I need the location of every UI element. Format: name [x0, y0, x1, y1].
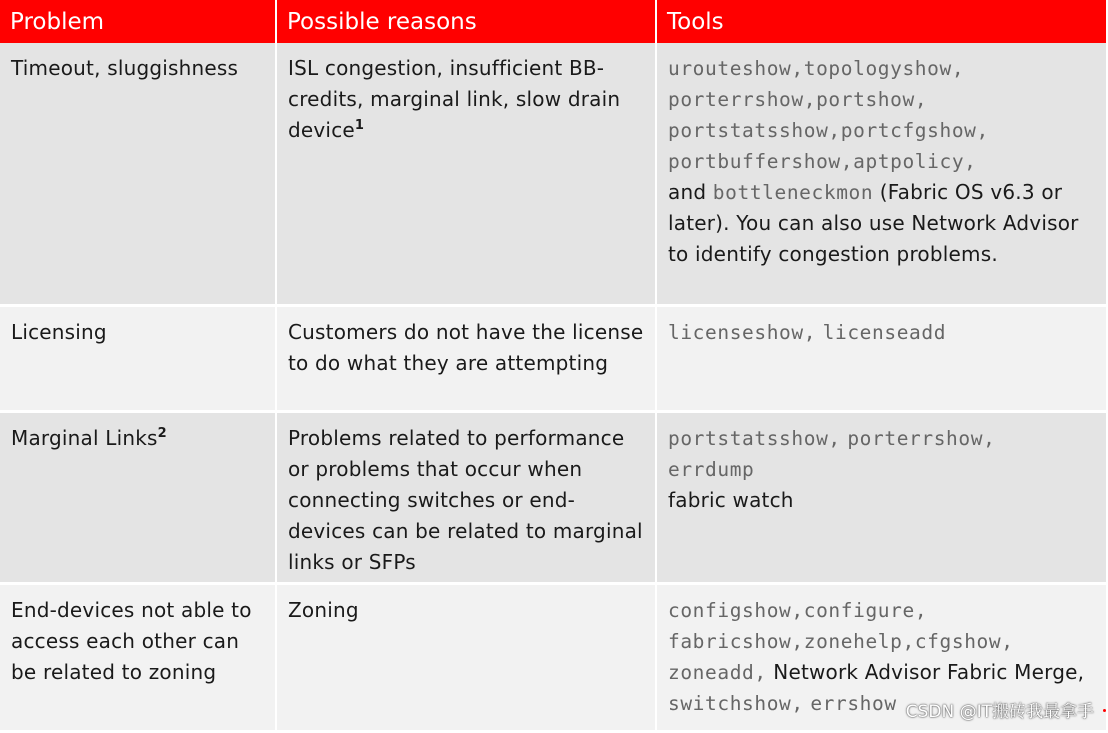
command: configure [803, 598, 915, 622]
command: errshow [810, 691, 897, 715]
tools-cell [656, 305, 1106, 411]
table-row [0, 43, 1106, 305]
tools-note: Network Advisor Fabric Merge [773, 659, 1078, 684]
separator: , [964, 150, 977, 173]
command: zoneadd [668, 660, 755, 684]
command: porterrshow, [847, 426, 996, 450]
command: fabricshow [668, 629, 792, 653]
reasons-text: Problems related to performance or problems that occur when connecting switches or end-devices can be related to marginal links or SFPs [288, 425, 643, 574]
separator: , [951, 57, 965, 80]
separator: , [828, 119, 841, 142]
separator: , [791, 629, 804, 653]
red-dot-mark [1103, 709, 1106, 712]
reasons-cell [276, 411, 656, 583]
separator: , [754, 660, 767, 684]
tools-note: (Fabric OS v6.3 or later). You can also use Network Advisor to identify congestion problems. [668, 180, 1079, 266]
separator: , [976, 119, 989, 142]
command: urouteshow [668, 57, 792, 80]
separator: , [902, 629, 915, 653]
command: topologyshow [803, 57, 952, 80]
command: zonehelp [803, 629, 903, 653]
separator: , [791, 598, 804, 622]
problem-text: End-devices not able to access each other can be related to zoning [11, 597, 252, 684]
command: portshow [816, 88, 915, 111]
separator: , [1077, 659, 1085, 684]
table-row [0, 411, 1106, 583]
command: portcfgshow [840, 119, 977, 142]
reasons-cell [276, 43, 656, 305]
reasons-cell [276, 305, 656, 411]
footnote-marker: 1 [354, 118, 365, 133]
separator: , [791, 57, 804, 80]
separator: , [914, 88, 928, 111]
reasons-cell [276, 583, 656, 731]
footnote-marker: 2 [157, 425, 167, 441]
problem-cell [0, 411, 276, 583]
separator: , [803, 88, 817, 111]
command: licenseadd [822, 320, 947, 344]
command: licenseshow [668, 320, 804, 344]
command: switchshow [668, 691, 792, 715]
separator: , [803, 320, 817, 344]
command: errdump [668, 457, 755, 481]
command: portbuffershow [668, 150, 841, 173]
problem-text: Timeout, sluggishness [11, 56, 239, 80]
command: porterrshow [668, 88, 804, 111]
table-header-row [0, 0, 1106, 43]
watermark: CSDN @IT搬砖我最拿手 [905, 702, 1094, 722]
command: aptpolicy [853, 150, 965, 173]
tools-cell [656, 43, 1106, 305]
problem-cell [0, 305, 276, 411]
table-row [0, 305, 1106, 411]
problem-text: Licensing [11, 319, 107, 344]
problem-cell [0, 43, 276, 305]
separator: , [914, 598, 928, 622]
reasons-text: Customers do not have the license to do what they are attempting [288, 319, 644, 375]
header-problem: Problem [0, 0, 276, 43]
reasons-text: ISL congestion, insufficient BB-credits, marginal link, slow drain device [288, 56, 621, 142]
command: portstatsshow [668, 119, 829, 142]
tools-note: fabric watch [668, 487, 794, 512]
separator: , [791, 691, 804, 715]
header-tools: Tools [656, 0, 1106, 43]
problem-text: Marginal Links [11, 425, 158, 450]
command: configshow [668, 598, 792, 622]
reasons-text: Zoning [288, 597, 359, 622]
command: bottleneckmon [712, 181, 874, 204]
command: portstatsshow, [668, 426, 841, 450]
separator: , [840, 150, 854, 173]
header-possible-reasons: Possible reasons [276, 0, 656, 43]
tools-cell [656, 411, 1106, 583]
command: cfgshow [914, 629, 1002, 653]
separator: , [1001, 629, 1014, 653]
problem-cell [0, 583, 276, 731]
conjunction: and [668, 180, 707, 204]
